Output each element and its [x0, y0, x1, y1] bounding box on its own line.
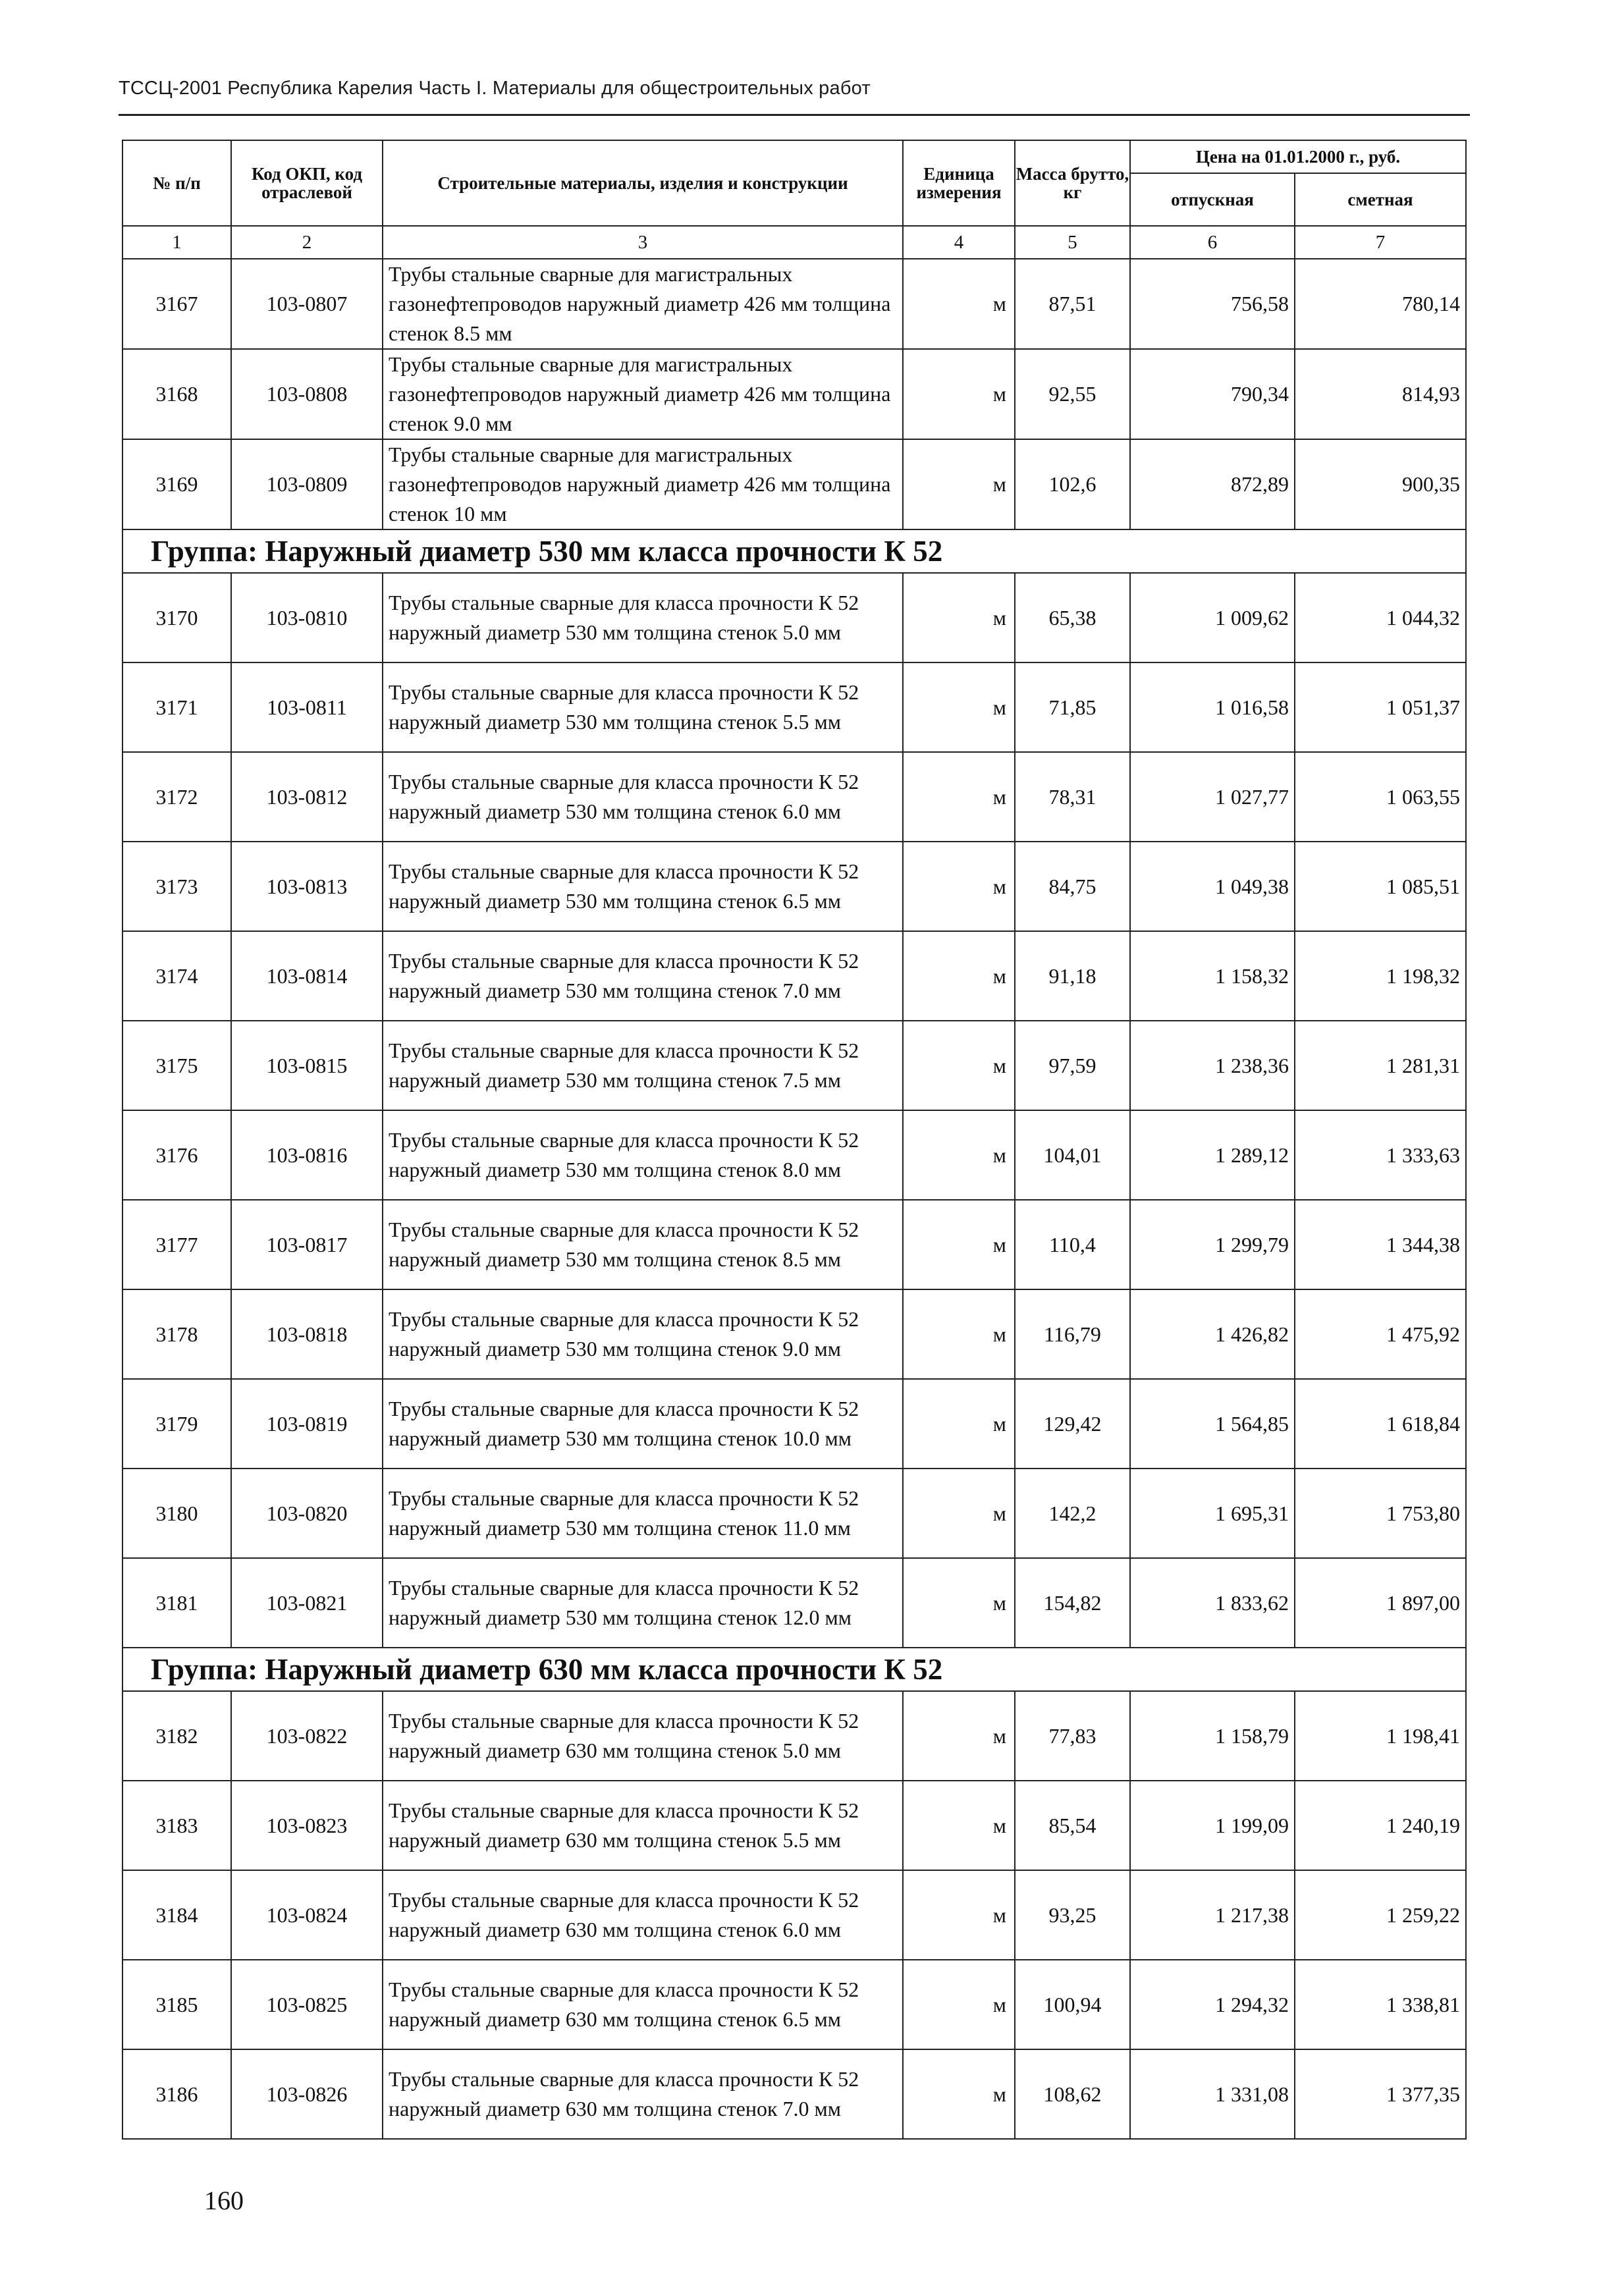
- row-mass: 84,75: [1015, 842, 1130, 931]
- row-unit: м: [903, 752, 1015, 842]
- row-price-release: 1 564,85: [1130, 1379, 1295, 1469]
- row-price-release: 1 289,12: [1130, 1110, 1295, 1200]
- row-price-release: 1 331,08: [1130, 2049, 1295, 2139]
- row-num: 3172: [122, 752, 231, 842]
- row-num: 3176: [122, 1110, 231, 1200]
- row-code: 103-0819: [231, 1379, 383, 1469]
- running-header: ТССЦ-2001 Республика Карелия Часть I. Материалы для общестроительных работ: [119, 78, 871, 99]
- column-number-cell: 3: [383, 226, 903, 259]
- table-row: [122, 752, 1466, 842]
- row-code: 103-0815: [231, 1021, 383, 1110]
- row-name: Трубы стальные сварные для магистральных газонефтепроводов наружный диаметр 426 мм толщина стенок 10 мм: [383, 439, 903, 529]
- row-mass: 87,51: [1015, 259, 1130, 349]
- row-name: Трубы стальные сварные для класса прочности К 52 наружный диаметр 530 мм толщина стенок 8.0 мм: [383, 1110, 903, 1200]
- page-number: 160: [204, 2186, 244, 2215]
- row-name: Трубы стальные сварные для класса прочности К 52 наружный диаметр 630 мм толщина стенок 5.5 мм: [383, 1781, 903, 1870]
- row-code: 103-0814: [231, 931, 383, 1021]
- row-name: Трубы стальные сварные для класса прочности К 52 наружный диаметр 630 мм толщина стенок 5.0 мм: [383, 1691, 903, 1781]
- row-unit: м: [903, 842, 1015, 931]
- row-price-release: 1 016,58: [1130, 662, 1295, 752]
- row-unit: м: [903, 349, 1015, 439]
- row-code: 103-0817: [231, 1200, 383, 1289]
- row-price-release: 790,34: [1130, 349, 1295, 439]
- header-price-group: Цена на 01.01.2000 г., руб.: [1130, 140, 1466, 173]
- row-code: 103-0808: [231, 349, 383, 439]
- row-num: 3171: [122, 662, 231, 752]
- row-code: 103-0813: [231, 842, 383, 931]
- row-name: Трубы стальные сварные для класса прочности К 52 наружный диаметр 530 мм толщина стенок 10.0 мм: [383, 1379, 903, 1469]
- row-num: 3179: [122, 1379, 231, 1469]
- table-row: [122, 439, 1466, 529]
- price-table: [122, 140, 1467, 2140]
- row-unit: м: [903, 1960, 1015, 2049]
- row-num: 3183: [122, 1781, 231, 1870]
- row-mass: 116,79: [1015, 1289, 1130, 1379]
- header-rule: [119, 114, 1470, 116]
- row-name: Трубы стальные сварные для класса прочности К 52 наружный диаметр 530 мм толщина стенок 6.5 мм: [383, 842, 903, 931]
- table-header: [122, 140, 1466, 226]
- row-unit: м: [903, 1379, 1015, 1469]
- row-unit: м: [903, 1781, 1015, 1870]
- row-mass: 108,62: [1015, 2049, 1130, 2139]
- row-unit: м: [903, 1110, 1015, 1200]
- row-unit: м: [903, 259, 1015, 349]
- row-num: 3167: [122, 259, 231, 349]
- row-name: Трубы стальные сварные для класса прочности К 52 наружный диаметр 530 мм толщина стенок 11.0 мм: [383, 1469, 903, 1558]
- row-mass: 85,54: [1015, 1781, 1130, 1870]
- row-num: 3170: [122, 573, 231, 662]
- row-price-estimate: 1 333,63: [1295, 1110, 1466, 1200]
- row-price-release: 1 299,79: [1130, 1200, 1295, 1289]
- row-name: Трубы стальные сварные для класса прочности К 52 наружный диаметр 530 мм толщина стенок 9.0 мм: [383, 1289, 903, 1379]
- header-name: Строительные материалы, изделия и конструкции: [383, 140, 903, 226]
- row-unit: м: [903, 2049, 1015, 2139]
- table-row: [122, 1289, 1466, 1379]
- row-code: 103-0823: [231, 1781, 383, 1870]
- group-heading-row: [122, 1648, 1466, 1691]
- row-price-estimate: 1 198,32: [1295, 931, 1466, 1021]
- table-row: [122, 573, 1466, 662]
- table-row: [122, 1110, 1466, 1200]
- row-mass: 129,42: [1015, 1379, 1130, 1469]
- row-price-release: 1 049,38: [1130, 842, 1295, 931]
- row-name: Трубы стальные сварные для класса прочности К 52 наружный диаметр 530 мм толщина стенок 5.0 мм: [383, 573, 903, 662]
- row-price-estimate: 1 085,51: [1295, 842, 1466, 931]
- row-num: 3174: [122, 931, 231, 1021]
- table-row: [122, 931, 1466, 1021]
- row-price-estimate: 1 259,22: [1295, 1870, 1466, 1960]
- row-mass: 65,38: [1015, 573, 1130, 662]
- row-name: Трубы стальные сварные для класса прочности К 52 наружный диаметр 630 мм толщина стенок 6.5 мм: [383, 1960, 903, 2049]
- group-heading-row: [122, 529, 1466, 573]
- row-mass: 102,6: [1015, 439, 1130, 529]
- table-row: [122, 2049, 1466, 2139]
- row-code: 103-0807: [231, 259, 383, 349]
- row-mass: 71,85: [1015, 662, 1130, 752]
- table-row: [122, 349, 1466, 439]
- column-number-cell: 5: [1015, 226, 1130, 259]
- row-mass: 142,2: [1015, 1469, 1130, 1558]
- row-num: 3185: [122, 1960, 231, 2049]
- row-price-release: 1 695,31: [1130, 1469, 1295, 1558]
- row-price-release: 1 294,32: [1130, 1960, 1295, 2049]
- table-row: [122, 1781, 1466, 1870]
- row-price-estimate: 1 338,81: [1295, 1960, 1466, 2049]
- row-unit: м: [903, 662, 1015, 752]
- row-price-estimate: 900,35: [1295, 439, 1466, 529]
- row-price-release: 1 158,32: [1130, 931, 1295, 1021]
- row-price-release: 1 217,38: [1130, 1870, 1295, 1960]
- row-name: Трубы стальные сварные для класса прочности К 52 наружный диаметр 530 мм толщина стенок 12.0 мм: [383, 1558, 903, 1648]
- row-unit: м: [903, 931, 1015, 1021]
- row-price-estimate: 1 063,55: [1295, 752, 1466, 842]
- row-unit: м: [903, 439, 1015, 529]
- table-row: [122, 1558, 1466, 1648]
- row-mass: 91,18: [1015, 931, 1130, 1021]
- row-price-estimate: 1 897,00: [1295, 1558, 1466, 1648]
- row-name: Трубы стальные сварные для класса прочности К 52 наружный диаметр 530 мм толщина стенок 6.0 мм: [383, 752, 903, 842]
- row-unit: м: [903, 1469, 1015, 1558]
- row-num: 3169: [122, 439, 231, 529]
- row-num: 3173: [122, 842, 231, 931]
- row-unit: м: [903, 1558, 1015, 1648]
- row-price-estimate: 1 377,35: [1295, 2049, 1466, 2139]
- group-title: Группа: Наружный диаметр 530 мм класса прочности К 52: [122, 529, 1466, 573]
- row-num: 3184: [122, 1870, 231, 1960]
- column-numbers-row: [122, 226, 1466, 259]
- row-price-estimate: 780,14: [1295, 259, 1466, 349]
- row-code: 103-0816: [231, 1110, 383, 1200]
- row-code: 103-0826: [231, 2049, 383, 2139]
- row-price-release: 1 199,09: [1130, 1781, 1295, 1870]
- row-price-release: 1 009,62: [1130, 573, 1295, 662]
- row-mass: 97,59: [1015, 1021, 1130, 1110]
- row-price-release: 1 833,62: [1130, 1558, 1295, 1648]
- row-unit: м: [903, 573, 1015, 662]
- column-number-cell: 1: [122, 226, 231, 259]
- row-mass: 93,25: [1015, 1870, 1130, 1960]
- row-unit: м: [903, 1691, 1015, 1781]
- row-num: 3182: [122, 1691, 231, 1781]
- row-unit: м: [903, 1870, 1015, 1960]
- row-price-estimate: 1 240,19: [1295, 1781, 1466, 1870]
- row-code: 103-0809: [231, 439, 383, 529]
- row-mass: 77,83: [1015, 1691, 1130, 1781]
- group-title: Группа: Наружный диаметр 630 мм класса прочности К 52: [122, 1648, 1466, 1691]
- row-price-release: 1 027,77: [1130, 752, 1295, 842]
- row-num: 3186: [122, 2049, 231, 2139]
- table-row: [122, 842, 1466, 931]
- row-price-release: 756,58: [1130, 259, 1295, 349]
- row-code: 103-0818: [231, 1289, 383, 1379]
- row-price-estimate: 1 618,84: [1295, 1379, 1466, 1469]
- row-price-release: 872,89: [1130, 439, 1295, 529]
- row-code: 103-0811: [231, 662, 383, 752]
- row-code: 103-0812: [231, 752, 383, 842]
- row-code: 103-0824: [231, 1870, 383, 1960]
- row-name: Трубы стальные сварные для класса прочности К 52 наружный диаметр 530 мм толщина стенок 8.5 мм: [383, 1200, 903, 1289]
- column-number-cell: 4: [903, 226, 1015, 259]
- row-price-release: 1 158,79: [1130, 1691, 1295, 1781]
- table-body: [122, 226, 1466, 2139]
- row-name: Трубы стальные сварные для класса прочности К 52 наружный диаметр 530 мм толщина стенок 7.0 мм: [383, 931, 903, 1021]
- header-price-release: отпускная: [1130, 173, 1295, 226]
- column-number-cell: 6: [1130, 226, 1295, 259]
- row-price-estimate: 1 753,80: [1295, 1469, 1466, 1558]
- row-mass: 100,94: [1015, 1960, 1130, 2049]
- row-price-estimate: 1 198,41: [1295, 1691, 1466, 1781]
- table-row: [122, 662, 1466, 752]
- table-row: [122, 1200, 1466, 1289]
- row-code: 103-0810: [231, 573, 383, 662]
- header-code: Код ОКП, код отраслевой: [231, 140, 383, 226]
- row-unit: м: [903, 1021, 1015, 1110]
- row-code: 103-0820: [231, 1469, 383, 1558]
- row-mass: 92,55: [1015, 349, 1130, 439]
- header-num: № п/п: [122, 140, 231, 226]
- row-price-estimate: 814,93: [1295, 349, 1466, 439]
- column-number-cell: 2: [231, 226, 383, 259]
- table-row: [122, 259, 1466, 349]
- header-price-estimate: сметная: [1295, 173, 1466, 226]
- row-code: 103-0825: [231, 1960, 383, 2049]
- row-code: 103-0821: [231, 1558, 383, 1648]
- row-mass: 78,31: [1015, 752, 1130, 842]
- row-price-estimate: 1 475,92: [1295, 1289, 1466, 1379]
- row-num: 3175: [122, 1021, 231, 1110]
- row-price-release: 1 238,36: [1130, 1021, 1295, 1110]
- column-number-cell: 7: [1295, 226, 1466, 259]
- table-row: [122, 1021, 1466, 1110]
- row-unit: м: [903, 1289, 1015, 1379]
- row-num: 3177: [122, 1200, 231, 1289]
- row-mass: 104,01: [1015, 1110, 1130, 1200]
- table-row: [122, 1870, 1466, 1960]
- row-mass: 154,82: [1015, 1558, 1130, 1648]
- row-price-estimate: 1 281,31: [1295, 1021, 1466, 1110]
- row-name: Трубы стальные сварные для класса прочности К 52 наружный диаметр 630 мм толщина стенок 6.0 мм: [383, 1870, 903, 1960]
- row-price-estimate: 1 344,38: [1295, 1200, 1466, 1289]
- row-price-release: 1 426,82: [1130, 1289, 1295, 1379]
- row-code: 103-0822: [231, 1691, 383, 1781]
- row-num: 3180: [122, 1469, 231, 1558]
- header-unit: Единица измерения: [903, 140, 1015, 226]
- row-name: Трубы стальные сварные для класса прочности К 52 наружный диаметр 630 мм толщина стенок 7.0 мм: [383, 2049, 903, 2139]
- row-price-estimate: 1 044,32: [1295, 573, 1466, 662]
- row-num: 3181: [122, 1558, 231, 1648]
- table-row: [122, 1691, 1466, 1781]
- row-name: Трубы стальные сварные для магистральных газонефтепроводов наружный диаметр 426 мм толщина стенок 9.0 мм: [383, 349, 903, 439]
- row-name: Трубы стальные сварные для магистральных газонефтепроводов наружный диаметр 426 мм толщина стенок 8.5 мм: [383, 259, 903, 349]
- table-row: [122, 1960, 1466, 2049]
- row-price-estimate: 1 051,37: [1295, 662, 1466, 752]
- row-name: Трубы стальные сварные для класса прочности К 52 наружный диаметр 530 мм толщина стенок 7.5 мм: [383, 1021, 903, 1110]
- row-unit: м: [903, 1200, 1015, 1289]
- row-num: 3178: [122, 1289, 231, 1379]
- header-mass: Масса брутто, кг: [1015, 140, 1130, 226]
- table-row: [122, 1379, 1466, 1469]
- row-name: Трубы стальные сварные для класса прочности К 52 наружный диаметр 530 мм толщина стенок 5.5 мм: [383, 662, 903, 752]
- row-mass: 110,4: [1015, 1200, 1130, 1289]
- row-num: 3168: [122, 349, 231, 439]
- table-row: [122, 1469, 1466, 1558]
